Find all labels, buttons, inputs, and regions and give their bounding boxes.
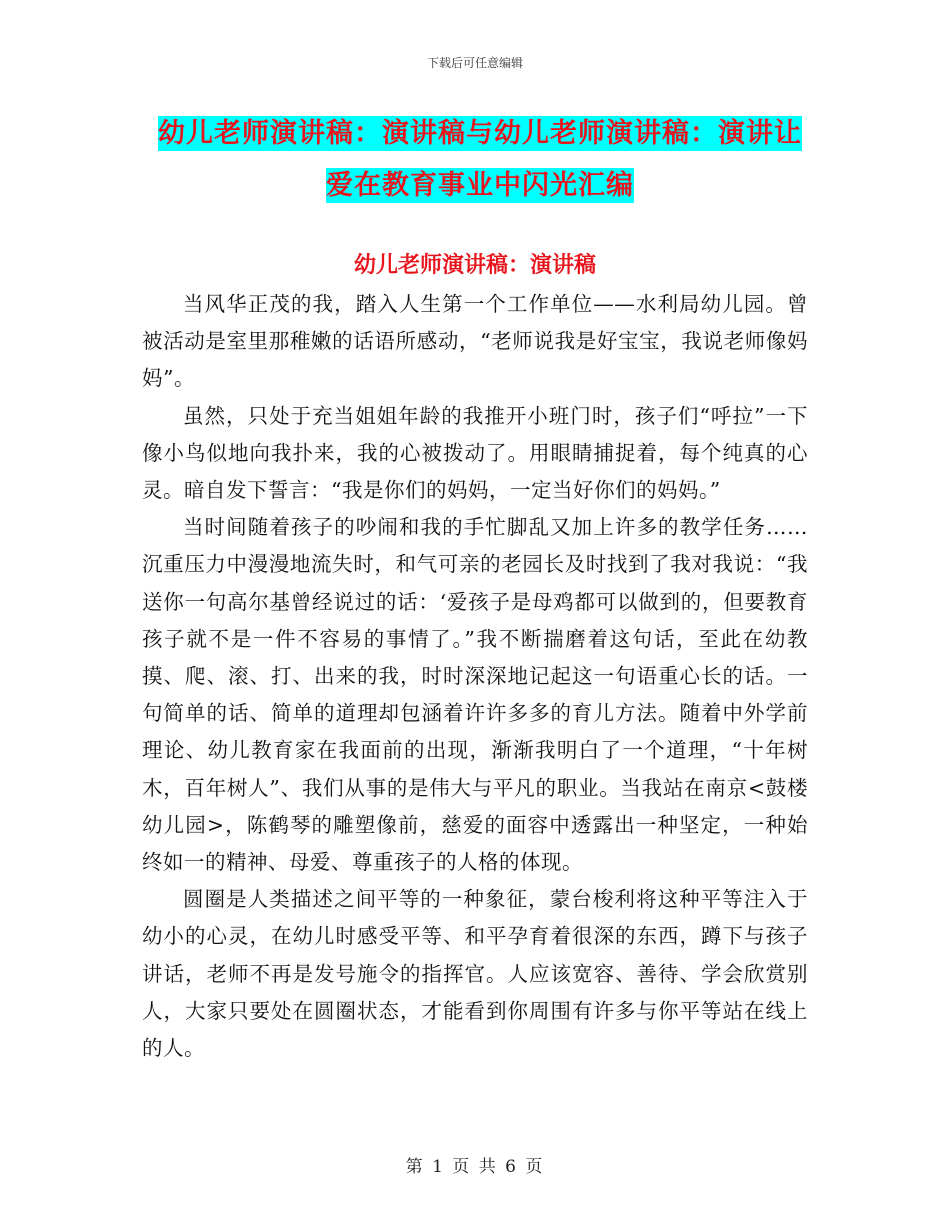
- document-title: [150, 108, 810, 212]
- page-footer: 第 1 页 共 6 页: [405, 1157, 545, 1177]
- header-note: 下载后可任意编辑: [426, 56, 523, 70]
- title-line-2: 爱在教育事业中闪光汇编: [326, 170, 634, 201]
- paragraph: 圆圈是人类描述之间平等的一种象征，蒙台梭利将这种平等注入于幼小的心灵，在幼儿时感受平等、和平孕育着很深的东西，蹲下与孩子讲话，老师不再是发号施令的指挥官。人应该宽容、善待、学会欣赏别人，大家只要处在圆圈状态，才能看到你周围有许多与你平等站在线上的人。: [142, 887, 808, 1061]
- paragraph: 当时间随着孩子的吵闹和我的手忙脚乱又加上许多的教学任务……沉重压力中漫漫地流失时，和气可亲的老园长及时找到了我对我说：“我送你一句高尔基曾经说过的话：‘爱孩子是母鸡都可以做到的，但要教育孩子就不是一件不容易的事情了。”我不断揣磨着这句话，至此在幼教摸、爬、滚、打、出来的我，时时深深地记起这一句语重心长的话。一句简单的话、简单的道理却包涵着许许多多的育儿方法。随着中外学前理论、幼儿教育家在我面前的出现，渐渐我明白了一个道理，“十年树木，百年树人”、我们从事的是伟大与平凡的职业。当我站在南京<鼓楼幼儿园>，陈鹤琴的雕塑像前，慈爱的面容中透露出一种坚定，一种始终如一的精神、母爱、尊重孩子的人格的体现。: [142, 515, 808, 875]
- paragraph: 虽然，只处于充当姐姐年龄的我推开小班门时，孩子们“呼拉”一下像小鸟似地向我扑来，我的心被拨动了。用眼睛捕捉着，每个纯真的心灵。暗自发下誓言：“我是你们的妈妈，一定当好你们的妈妈。”: [142, 403, 808, 503]
- title-line-1: 幼儿老师演讲稿：演讲稿与幼儿老师演讲稿：演讲让: [158, 118, 802, 149]
- section-heading: 幼儿老师演讲稿：演讲稿: [353, 253, 596, 278]
- body-text: [142, 286, 808, 1067]
- paragraph: 当风华正茂的我，踏入人生第一个工作单位——水利局幼儿园。曾被活动是室里那稚嫩的话语所感动，“老师说我是好宝宝，我说老师像妈妈”。: [142, 292, 808, 391]
